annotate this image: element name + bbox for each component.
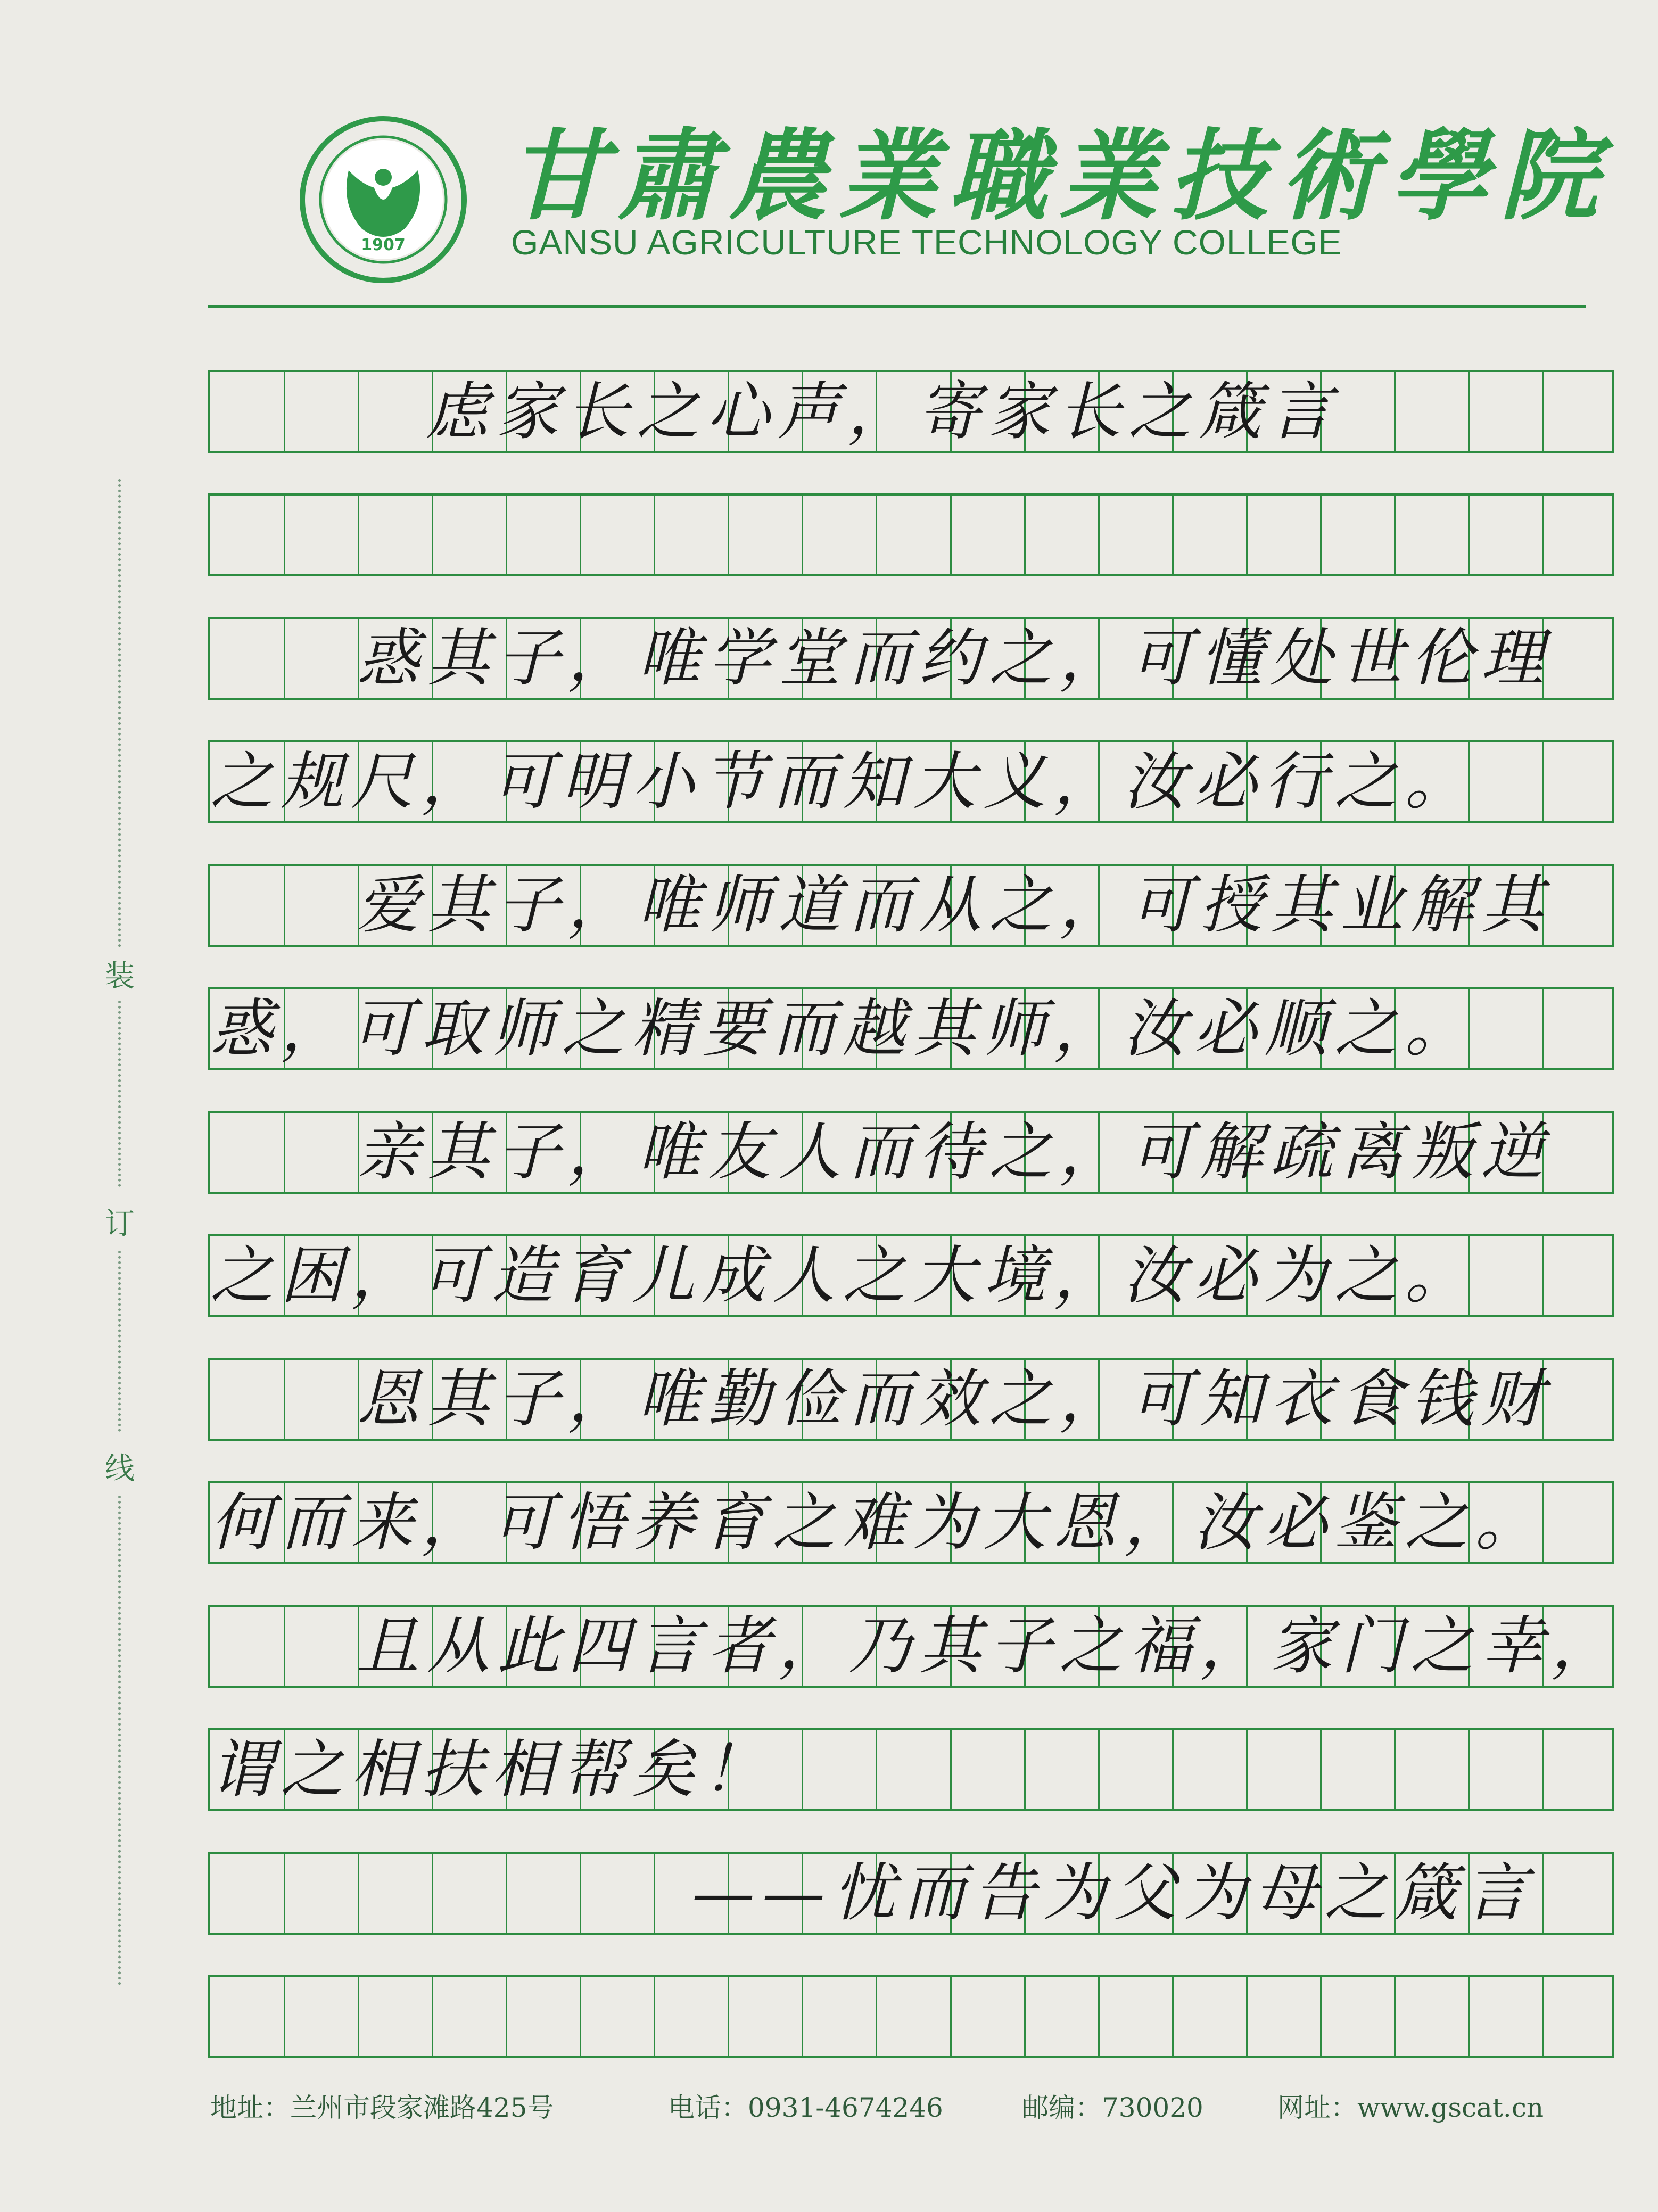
grid-cell-divider xyxy=(358,372,359,451)
essay-line-8: 何而来，可悟养育之难为大恩，汝必鉴之。 xyxy=(210,1485,1546,1559)
grid-cell-divider xyxy=(284,1360,285,1439)
grid-cell-divider xyxy=(1542,1977,1544,2056)
grid-cell-divider xyxy=(284,1854,285,1933)
header-divider xyxy=(208,305,1586,308)
grid-cell-divider xyxy=(1320,496,1322,574)
essay-line-10: 谓之相扶相帮矣！ xyxy=(210,1732,773,1806)
grid-cell-divider xyxy=(1246,1977,1248,2056)
grid-cell-divider xyxy=(1394,372,1396,451)
binding-dotted-line-top xyxy=(118,479,121,947)
grid-cell-divider xyxy=(506,496,507,574)
grid-cell-divider xyxy=(1024,1730,1026,1809)
grid-cell-divider xyxy=(580,1854,581,1933)
grid-cell-divider xyxy=(654,1854,655,1933)
grid-cell-divider xyxy=(1542,1854,1544,1933)
grid-cell-divider xyxy=(728,496,729,574)
grid-cell-divider xyxy=(1320,1730,1322,1809)
grid-cell-divider xyxy=(1172,1730,1174,1809)
grid-row xyxy=(208,493,1614,576)
essay-line-1: 惑其子，唯学堂而约之，可懂处世伦理 xyxy=(357,621,1552,695)
grid-cell-divider xyxy=(284,496,285,574)
grid-cell-divider xyxy=(1468,1977,1470,2056)
grid-cell-divider xyxy=(1542,496,1544,574)
grid-cell-divider xyxy=(1542,372,1544,451)
grid-cell-divider xyxy=(950,1730,952,1809)
grid-cell-divider xyxy=(284,1977,285,2056)
grid-row xyxy=(208,1975,1614,2058)
binding-label-xian: 线 xyxy=(105,1451,135,1486)
grid-cell-divider xyxy=(654,1977,655,2056)
grid-cell-divider xyxy=(1172,496,1174,574)
essay-line-9: 且从此四言者，乃其子之福，家门之幸， xyxy=(357,1609,1622,1682)
essay-signature: ——忧而告为父为母之箴言 xyxy=(692,1856,1536,1929)
grid-cell-divider xyxy=(654,496,655,574)
grid-cell-divider xyxy=(432,1977,433,2056)
grid-cell-divider xyxy=(1394,1977,1396,2056)
grid-cell-divider xyxy=(802,1977,803,2056)
grid-cell-divider xyxy=(802,1730,803,1809)
binding-label-zhuang: 装 xyxy=(105,959,135,994)
grid-cell-divider xyxy=(1394,496,1396,574)
grid-cell-divider xyxy=(506,1977,507,2056)
essay-line-3: 爱其子，唯师道而从之，可授其业解其 xyxy=(357,868,1552,942)
binding-dotted-line-bottom xyxy=(118,1496,121,1985)
essay-line-7: 恩其子，唯勤俭而效之，可知衣食钱财 xyxy=(357,1362,1552,1435)
grid-cell-divider xyxy=(1320,1977,1322,2056)
grid-cell-divider xyxy=(1172,1977,1174,2056)
grid-cell-divider xyxy=(1098,1977,1100,2056)
grid-cell-divider xyxy=(358,1977,359,2056)
essay-line-6: 之困，可造育儿成人之大境，汝必为之。 xyxy=(210,1239,1475,1312)
binding-label-ding: 订 xyxy=(105,1207,135,1241)
grid-cell-divider xyxy=(358,496,359,574)
grid-cell-divider xyxy=(876,1730,877,1809)
grid-cell-divider xyxy=(1394,1730,1396,1809)
footer-phone: 电话：0931-4674246 xyxy=(668,2092,943,2123)
grid-cell-divider xyxy=(876,496,877,574)
grid-cell-divider xyxy=(284,372,285,451)
footer-postcode: 邮编：730020 xyxy=(1022,2092,1203,2123)
grid-cell-divider xyxy=(580,496,581,574)
grid-cell-divider xyxy=(1542,989,1544,1068)
essay-line-2: 之规尺，可明小节而知大义，汝必行之。 xyxy=(210,745,1475,818)
grid-cell-divider xyxy=(1098,496,1100,574)
grid-cell-divider xyxy=(1468,372,1470,451)
college-seal-logo-icon xyxy=(298,114,468,285)
grid-cell-divider xyxy=(728,1977,729,2056)
grid-cell-divider xyxy=(1246,496,1248,574)
college-name-english: GANSU AGRICULTURE TECHNOLOGY COLLEGE xyxy=(511,222,1342,262)
grid-cell-divider xyxy=(358,1854,359,1933)
grid-cell-divider xyxy=(1024,496,1026,574)
binding-dotted-line-lower xyxy=(118,1251,121,1432)
essay-line-5: 亲其子，唯友人而待之，可解疏离叛逆 xyxy=(357,1115,1552,1188)
grid-cell-divider xyxy=(284,1113,285,1192)
grid-cell-divider xyxy=(284,619,285,698)
grid-cell-divider xyxy=(1542,1730,1544,1809)
grid-cell-divider xyxy=(1098,1730,1100,1809)
grid-cell-divider xyxy=(1246,1730,1248,1809)
grid-cell-divider xyxy=(284,1607,285,1686)
grid-cell-divider xyxy=(432,1854,433,1933)
footer-website: 网址：www.gscat.cn xyxy=(1277,2092,1544,2123)
footer-address: 地址：兰州市段家滩路425号 xyxy=(210,2092,554,2123)
grid-cell-divider xyxy=(284,866,285,945)
grid-cell-divider xyxy=(1468,496,1470,574)
essay-title: 虑家长之心声，寄家长之箴言 xyxy=(426,375,1340,448)
grid-cell-divider xyxy=(950,496,952,574)
grid-cell-divider xyxy=(1468,1730,1470,1809)
grid-cell-divider xyxy=(876,1977,877,2056)
svg-text:1907: 1907 xyxy=(361,236,406,254)
grid-cell-divider xyxy=(1542,742,1544,821)
grid-cell-divider xyxy=(1024,1977,1026,2056)
grid-cell-divider xyxy=(432,496,433,574)
grid-cell-divider xyxy=(950,1977,952,2056)
essay-line-4: 惑，可取师之精要而越其师，汝必顺之。 xyxy=(210,992,1475,1065)
grid-cell-divider xyxy=(802,496,803,574)
grid-cell-divider xyxy=(580,1977,581,2056)
grid-cell-divider xyxy=(1542,1236,1544,1315)
college-name-chinese: 甘肅農業職業技術學院 xyxy=(508,118,1610,234)
binding-dotted-line-middle xyxy=(118,1001,121,1187)
grid-cell-divider xyxy=(506,1854,507,1933)
